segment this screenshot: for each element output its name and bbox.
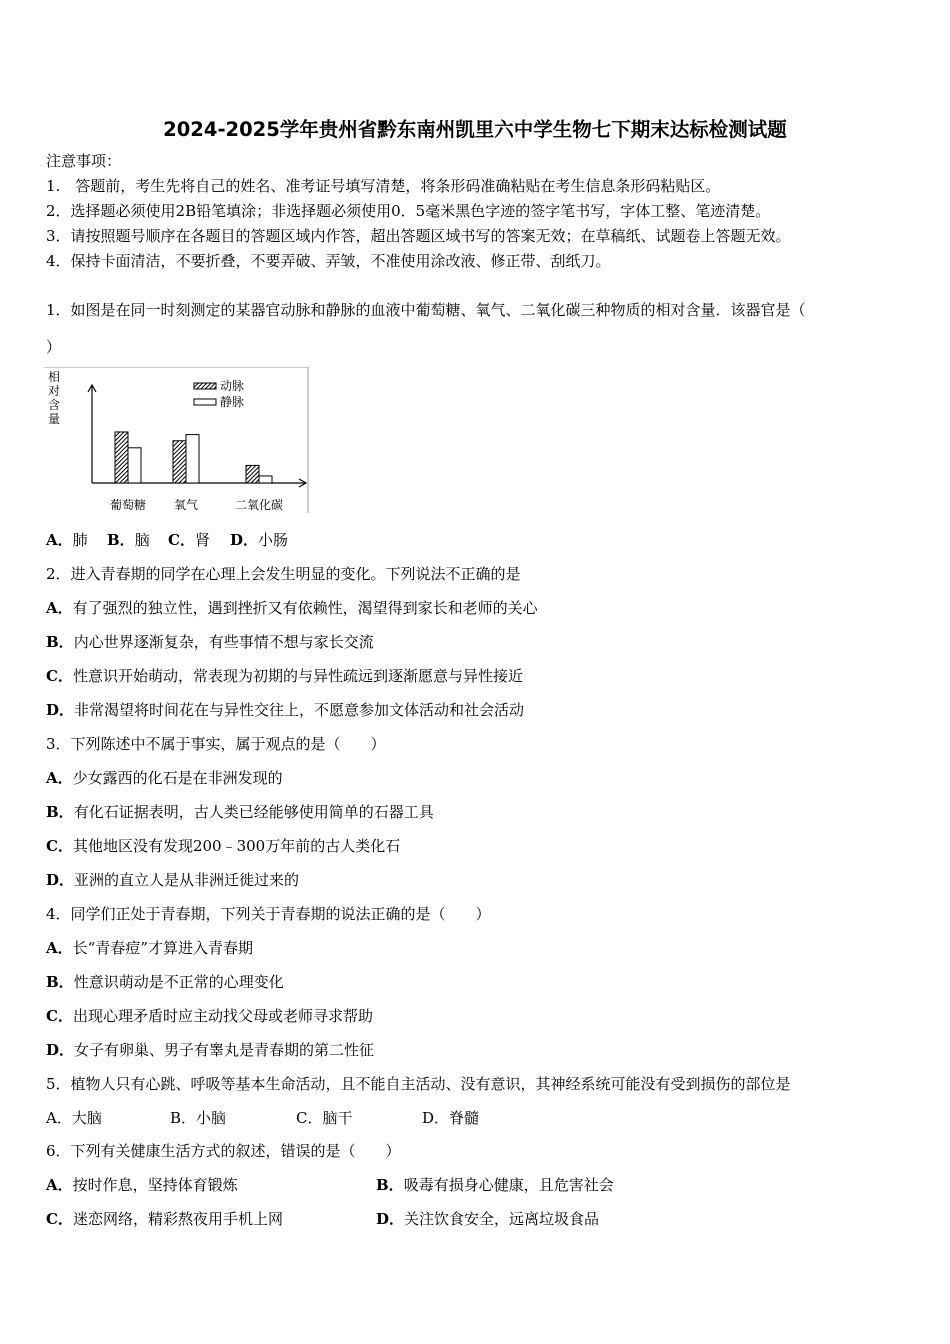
bar-chart [44,367,310,513]
page-title: 2024-2025学年贵州省黔东南州凯里六中学生物七下期末达标检测试题 [163,118,787,141]
option-letter: A． [46,1109,72,1127]
option-text: 关注饮食安全，远离垃圾食品 [404,1210,600,1228]
option-letter: B． [46,633,74,651]
x-tick-label: 葡萄糖 [109,498,147,512]
legend-swatch [194,383,216,389]
bar-动脉-葡萄糖 [115,432,128,483]
option-letter: C． [296,1109,323,1127]
option-text: 肾 [194,531,210,549]
option-letter: B． [46,803,74,821]
option-text: 按时作息，坚持体育锻炼 [72,1176,238,1194]
legend-label: 动脉 [220,379,245,393]
option-letter: A． [46,1176,73,1194]
option-text: 迷恋网络，精彩熬夜用手机上网 [72,1210,283,1228]
option-letter: A． [46,531,73,549]
option-letter: D． [46,871,75,889]
option-text: 出现心理矛盾时应主动找父母或老师寻求帮助 [72,1007,373,1025]
option-letter: A． [46,939,73,957]
option-text: 大脑 [71,1109,102,1127]
option-letter: D． [376,1210,405,1228]
bar-静脉-二氧化碳 [259,476,272,483]
notice-item: 1. 答题前，考生先将自己的姓名、准考证号填写清楚，将条形码准确粘贴在考生信息条形码粘贴区。 [46,177,721,195]
y-axis-label: 量 [47,412,61,426]
question-stem: 2．进入青春期的同学在心理上会发生明显的变化。下列说法不正确的是 [46,565,521,583]
option-text: 亚洲的直立人是从非洲迁徙过来的 [74,871,300,889]
bar-静脉-氧气 [186,435,199,483]
x-tick-label: 二氧化碳 [234,498,284,512]
question-stem: 1．如图是在同一时刻测定的某器官动脉和静脉的血液中葡萄糖、氧气、二氧化碳三种物质的相对含量．该器官是（ [46,301,806,319]
notice-item: 3．请按照题号顺序在各题目的答题区域内作答，超出答题区域书写的答案无效；在草稿纸、试题卷上答题无效。 [46,227,791,245]
bar-动脉-氧气 [173,441,186,483]
y-axis-label: 相 [47,370,61,384]
notice-heading: 注意事项： [46,152,122,170]
option-text: 内心世界逐渐复杂，有些事情不想与家长交流 [73,633,374,651]
option-letter: C． [46,837,73,855]
option-letter: B． [46,973,74,991]
question-stem: 3．下列陈述中不属于事实，属于观点的是（ ） [46,735,386,753]
question-stem-end: ） [46,338,62,356]
legend-swatch [194,399,216,405]
bar-静脉-葡萄糖 [128,448,141,483]
option-letter: C． [46,667,73,685]
option-letter: B． [376,1176,404,1194]
option-letter: A． [46,769,73,787]
option-text: 脊髓 [449,1109,480,1127]
question-stem: 5．植物人只有心跳、呼吸等基本生命活动，且不能自主活动、没有意识，其神经系统可能没有受到损伤的部位是 [46,1075,791,1093]
option-letter: D． [46,1041,75,1059]
option-letter: B． [170,1109,197,1127]
question-stem: 6．下列有关健康生活方式的叙述，错误的是（ ） [46,1142,401,1160]
option-text: 吸毒有损身心健康，且危害社会 [403,1176,614,1194]
option-text: 有了强烈的独立性，遇到挫折又有依赖性，渴望得到家长和老师的关心 [72,599,538,617]
notice-item: 2．选择题必须使用2B铅笔填涂；非选择题必须使用0．5毫米黑色字迹的签字笔书写，字体工整、笔迹清楚。 [46,202,771,220]
option-text: 少女露西的化石是在非洲发现的 [72,769,283,787]
option-letter: A． [46,599,73,617]
option-text: 有化石证据表明，古人类已经能够使用简单的石器工具 [73,803,434,821]
option-letter: B． [107,531,135,549]
option-letter: C． [168,531,195,549]
option-letter: D． [422,1109,450,1127]
notice-item: 4．保持卡面清洁，不要折叠，不要弄破、弄皱，不准使用涂改液、修正带、刮纸刀。 [46,252,611,270]
option-text: 小脑 [196,1109,227,1127]
option-letter: C． [46,1007,73,1025]
option-text: 肺 [72,531,88,549]
option-text: 脑 [134,531,150,549]
option-text: 性意识开始萌动，常表现为初期的与异性疏远到逐渐愿意与异性接近 [72,667,523,685]
bar-动脉-二氧化碳 [246,465,259,483]
option-letter: D． [230,531,259,549]
option-text: 脑干 [322,1109,353,1127]
legend-label: 静脉 [220,395,245,409]
option-text: 非常渴望将时间花在与异性交往上，不愿意参加文体活动和社会活动 [74,701,525,719]
option-text: 女子有卵巢、男子有睾丸是青春期的第二性征 [74,1041,375,1059]
option-text: 性意识萌动是不正常的心理变化 [73,973,284,991]
option-letter: C． [46,1210,73,1228]
option-text: 其他地区没有发现200﹣300万年前的古人类化石 [72,837,401,855]
x-tick-label: 氧气 [173,498,199,512]
question-stem: 4．同学们正处于青春期，下列关于青春期的说法正确的是（ ） [46,905,491,923]
y-axis-label: 含 [47,398,61,412]
y-axis-label: 对 [47,384,61,398]
option-text: 小肠 [258,531,289,549]
option-letter: D． [46,701,75,719]
option-text: 长“青春痘”才算进入青春期 [72,939,253,957]
